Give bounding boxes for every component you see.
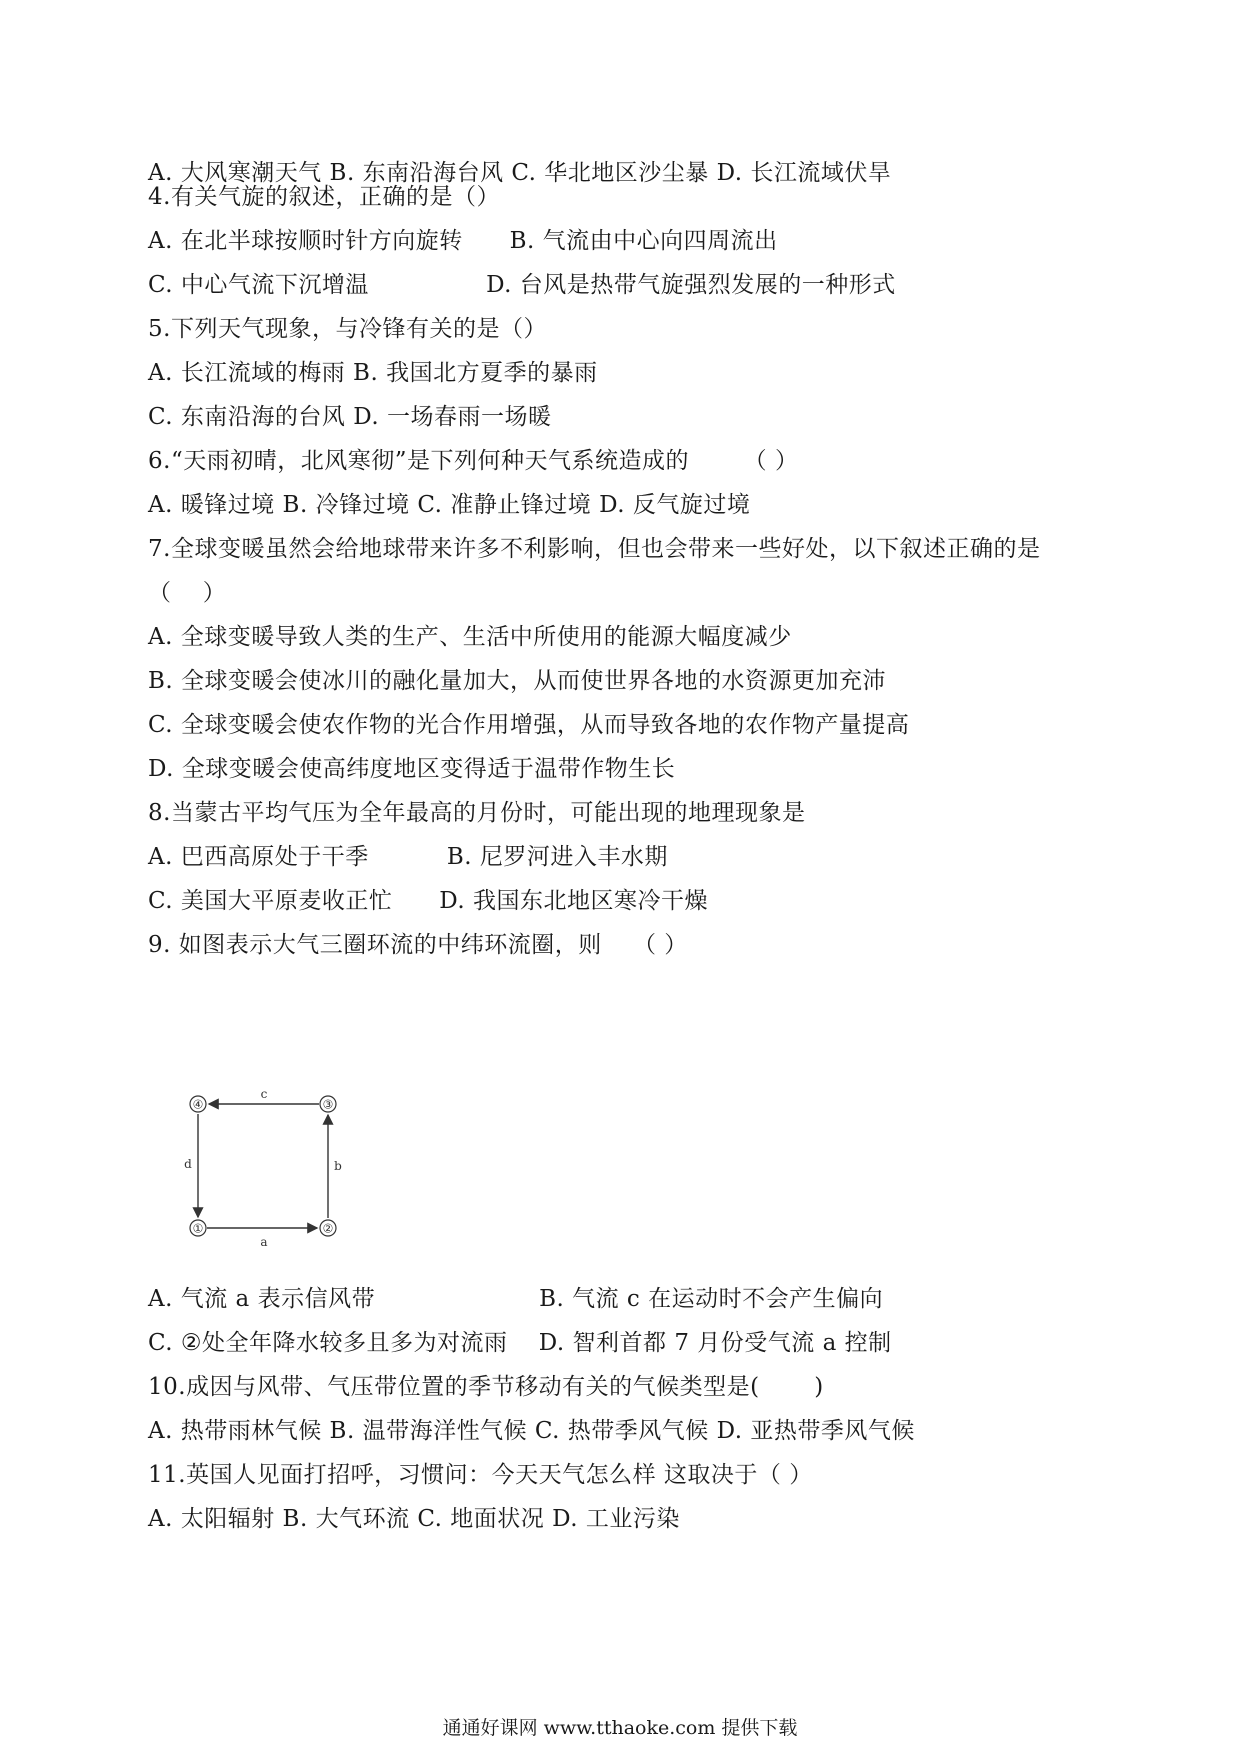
label-d: d (184, 1157, 192, 1171)
option-q7-c: C. 全球变暖会使农作物的光合作用增强，从而导致各地的农作物产量提高 (148, 712, 910, 738)
svg-text:④: ④ (192, 1097, 204, 1112)
node-2 (320, 1220, 336, 1236)
question-6: 6.“天雨初晴，北风寒彻”是下列何种天气系统造成的 （ ） (148, 448, 799, 474)
label-a: a (260, 1235, 268, 1249)
question-10: 10.成因与风带、气压带位置的季节移动有关的气候类型是( ) (148, 1374, 824, 1400)
option-line-q11: A. 太阳辐射 B. 大气环流 C. 地面状况 D. 工业污染 (148, 1506, 680, 1532)
option-line-q9-cd: C. ②处全年降水较多且多为对流雨 D. 智利首都 7 月份受气流 a 控制 (148, 1330, 892, 1356)
question-5: 5.下列天气现象，与冷锋有关的是（） (148, 316, 547, 342)
option-line-q4-cd: C. 中心气流下沉增温 D. 台风是热带气旋强烈发展的一种形式 (148, 272, 896, 298)
question-7: 7.全球变暖虽然会给地球带来许多不利影响，但也会带来一些好处，以下叙述正确的是 (148, 536, 1041, 562)
option-line-q8-cd: C. 美国大平原麦收正忙 D. 我国东北地区寒冷干燥 (148, 888, 709, 914)
option-line-q3: A. 大风寒潮天气 B. 东南沿海台风 C. 华北地区沙尘暴 D. 长江流域伏旱 (148, 160, 892, 186)
option-q7-a: A. 全球变暖导致人类的生产、生活中所使用的能源大幅度减少 (148, 624, 792, 650)
option-line-q6: A. 暖锋过境 B. 冷锋过境 C. 准静止锋过境 D. 反气旋过境 (148, 492, 751, 518)
option-q7-b: B. 全球变暖会使冰川的融化量加大，从而使世界各地的水资源更加充沛 (148, 668, 887, 694)
svg-text:①: ① (192, 1221, 204, 1236)
option-line-q5-cd: C. 东南沿海的台风 D. 一场春雨一场暖 (148, 404, 552, 430)
option-line-q10: A. 热带雨林气候 B. 温带海洋性气候 C. 热带季风气候 D. 亚热带季风气候 (148, 1418, 915, 1444)
option-line-q4-ab: A. 在北半球按顺时针方向旋转 B. 气流由中心向四周流出 (148, 228, 778, 254)
option-line-q8-ab: A. 巴西高原处于干季 B. 尼罗河进入丰水期 (148, 844, 668, 870)
circulation-diagram (180, 1088, 350, 1253)
question-8: 8.当蒙古平均气压为全年最高的月份时，可能出现的地理现象是 (148, 800, 806, 826)
label-c: c (260, 1088, 268, 1101)
label-b: b (334, 1159, 342, 1173)
option-line-q9-ab: A. 气流 a 表示信风带 B. 气流 c 在运动时不会产生偏向 (148, 1286, 884, 1312)
page-footer: 通通好课网 www.tthaoke.com 提供下载 (442, 1717, 798, 1739)
option-line-q5-ab: A. 长江流域的梅雨 B. 我国北方夏季的暴雨 (148, 360, 598, 386)
node-1 (190, 1220, 206, 1236)
question-4: 4.有关气旋的叙述，正确的是（） (148, 184, 500, 210)
svg-text:③: ③ (322, 1097, 334, 1112)
node-3 (320, 1096, 336, 1112)
node-4 (190, 1096, 206, 1112)
question-11: 11.英国人见面打招呼，习惯问：今天天气怎么样 这取决于（ ） (148, 1462, 813, 1488)
svg-text:②: ② (322, 1221, 334, 1236)
question-9: 9. 如图表示大气三圈环流的中纬环流圈，则 （ ） (148, 932, 688, 958)
option-q7-d: D. 全球变暖会使高纬度地区变得适于温带作物生长 (148, 756, 676, 782)
question-7-paren: （ ） (148, 580, 227, 606)
